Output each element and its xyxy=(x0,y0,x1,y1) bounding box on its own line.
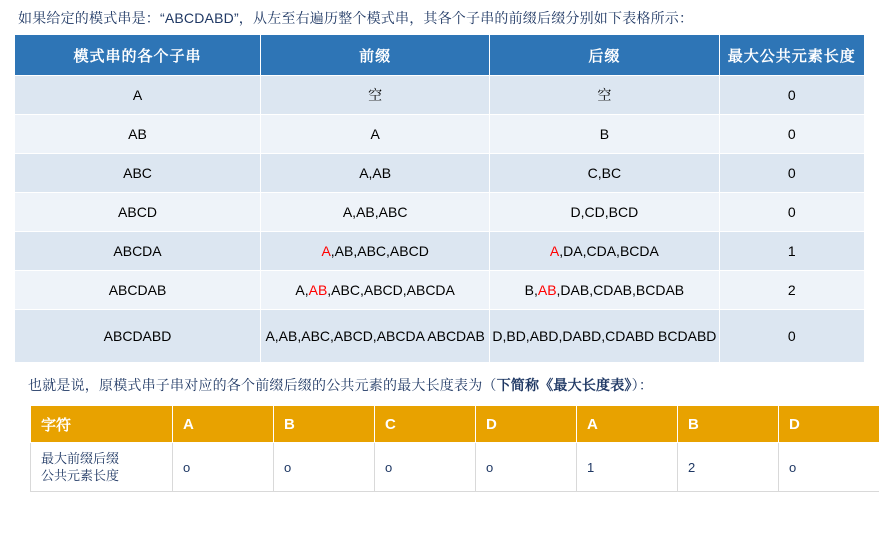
suffix-plain: B xyxy=(599,126,610,142)
prefix-plain: A, xyxy=(295,282,309,298)
cell-value-6: o xyxy=(779,443,879,492)
cell-prefix xyxy=(261,232,490,271)
max-length-table xyxy=(30,405,879,492)
prefix-highlight: A xyxy=(321,243,331,259)
cell-suffix xyxy=(490,115,719,154)
table-row xyxy=(15,115,865,154)
cell-substring: AB xyxy=(15,115,261,154)
explanation-bold-1: 下简称《 xyxy=(496,377,554,393)
suffix-plain: D,CD,BCD xyxy=(570,204,639,220)
row-label-line1: 最大前缀后缀 xyxy=(41,451,120,466)
cell-suffix xyxy=(490,76,719,115)
cell-value-5: 2 xyxy=(678,443,779,492)
cell-maxlen: 0 xyxy=(719,115,864,154)
col-header-char-1: B xyxy=(274,406,375,443)
prefix-highlight: AB xyxy=(308,282,328,298)
cell-suffix xyxy=(490,193,719,232)
table-row xyxy=(15,310,865,363)
cell-value-1: o xyxy=(274,443,375,492)
suffix-highlight: A xyxy=(549,243,560,259)
cell-value-2: o xyxy=(375,443,476,492)
prefix-plain: A,AB,ABC xyxy=(342,204,408,220)
cell-substring: A xyxy=(15,76,261,115)
prefix-plain: A,AB xyxy=(359,165,392,181)
row-label-maxlen xyxy=(31,443,173,492)
suffix-rest: ,DAB,CDAB,BCDAB xyxy=(556,282,685,298)
explanation-bold-2: 最大长度表 xyxy=(553,377,625,393)
cell-substring: ABC xyxy=(15,154,261,193)
suffix-plain: B, xyxy=(524,282,538,298)
cell-maxlen: 0 xyxy=(719,154,864,193)
col-header-maxlen: 最大公共元素长度 xyxy=(719,35,864,76)
col-header-char-3: D xyxy=(476,406,577,443)
col-header-character: 字符 xyxy=(31,406,173,443)
cell-value-3: o xyxy=(476,443,577,492)
prefix-rest: ,ABC,ABCD,ABCDA xyxy=(327,282,455,298)
cell-suffix xyxy=(490,271,719,310)
suffix-plain: C,BC xyxy=(587,165,622,181)
cell-substring: ABCDA xyxy=(15,232,261,271)
cell-maxlen: 0 xyxy=(719,193,864,232)
cell-suffix xyxy=(490,232,719,271)
col-header-char-2: C xyxy=(375,406,476,443)
col-header-char-0: A xyxy=(173,406,274,443)
cell-maxlen: 2 xyxy=(719,271,864,310)
prefix-plain: A xyxy=(370,126,380,142)
cell-prefix xyxy=(261,193,490,232)
table-header-row xyxy=(15,35,865,76)
cell-substring: ABCDAB xyxy=(15,271,261,310)
col-header-substring: 模式串的各个子串 xyxy=(15,35,261,76)
suffix-highlight: AB xyxy=(537,282,557,298)
prefix-plain: 空 xyxy=(368,87,383,103)
col-header-char-5: B xyxy=(678,406,779,443)
cell-prefix: A,AB,ABC,ABCD,ABCDA ABCDAB xyxy=(261,310,490,363)
col-header-suffix: 后缀 xyxy=(490,35,719,76)
cell-value-4: 1 xyxy=(577,443,678,492)
cell-prefix xyxy=(261,271,490,310)
table-row xyxy=(15,271,865,310)
cell-prefix xyxy=(261,154,490,193)
cell-substring: ABCDABD xyxy=(15,310,261,363)
cell-prefix xyxy=(261,76,490,115)
cell-maxlen: 0 xyxy=(719,310,864,363)
col-header-prefix: 前缀 xyxy=(261,35,490,76)
row-label-line2: 公共元素长度 xyxy=(41,468,120,483)
table-row xyxy=(15,232,865,271)
explanation-text xyxy=(0,363,879,405)
cell-maxlen: 1 xyxy=(719,232,864,271)
col-header-char-4: A xyxy=(577,406,678,443)
explanation-suffix: ）： xyxy=(631,377,654,393)
col-header-char-6: D xyxy=(779,406,879,443)
explanation-prefix: 也就是说，原模式串子串对应的各个前缀后缀的公共元素的最大长度表为（ xyxy=(28,377,497,393)
table-row xyxy=(15,76,865,115)
cell-suffix xyxy=(490,154,719,193)
cell-substring: ABCD xyxy=(15,193,261,232)
cell-prefix xyxy=(261,115,490,154)
prefix-suffix-table xyxy=(14,34,865,363)
suffix-rest: ,DA,CDA,BCDA xyxy=(559,243,659,259)
table-row xyxy=(15,193,865,232)
explanation-bold-3: 》 xyxy=(624,377,632,393)
intro-text: 如果给定的模式串是：“ABCDABD”，从左至右遍历整个模式串，其各个子串的前缀后缀分别如下表格所示： xyxy=(18,10,694,26)
cell-value-0: o xyxy=(173,443,274,492)
table2-row xyxy=(31,443,879,492)
table-row xyxy=(15,154,865,193)
table2-header-row xyxy=(31,406,879,443)
suffix-plain: 空 xyxy=(597,87,612,103)
cell-suffix: D,BD,ABD,DABD,CDABD BCDABD xyxy=(490,310,719,363)
prefix-rest: ,AB,ABC,ABCD xyxy=(330,243,429,259)
cell-maxlen: 0 xyxy=(719,76,864,115)
